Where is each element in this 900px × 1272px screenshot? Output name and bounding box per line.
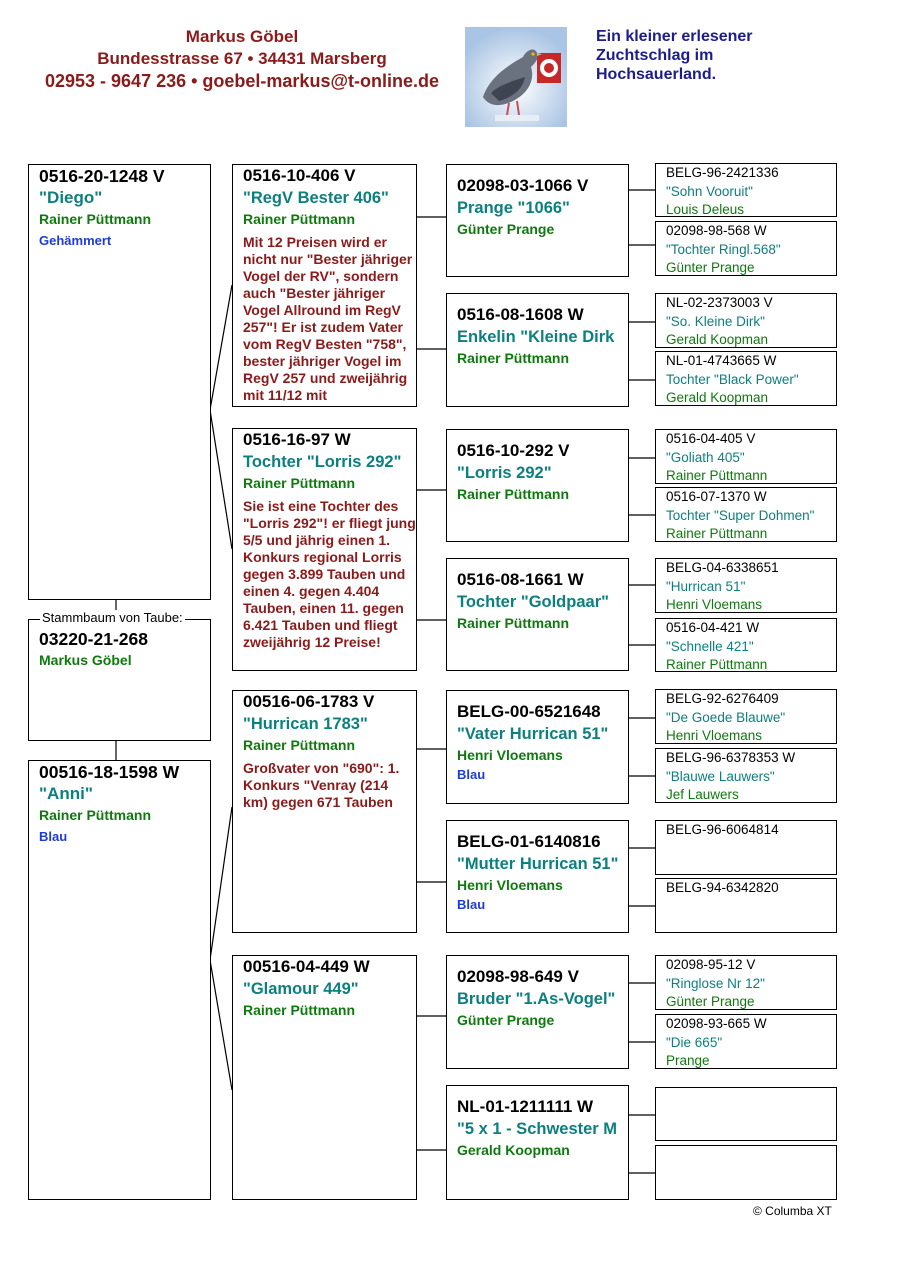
subject-card xyxy=(28,619,211,741)
ring-number: 02098-03-1066 V xyxy=(457,176,589,195)
ancestor-card xyxy=(655,820,837,875)
ancestor-card xyxy=(655,1014,837,1069)
ring-number: BELG-96-2421336 xyxy=(666,165,779,180)
copyright: © Columba XT xyxy=(753,1204,832,1218)
breeder: Jef Lauwers xyxy=(666,787,739,802)
breeder: Gerald Koopman xyxy=(666,390,769,405)
breeder: Rainer Püttmann xyxy=(243,737,356,753)
ring-number: BELG-96-6378353 W xyxy=(666,750,796,765)
ring-number: 0516-04-421 W xyxy=(666,620,760,635)
breeder: Rainer Püttmann xyxy=(666,657,768,672)
ancestor-card xyxy=(655,955,837,1010)
breeder: Rainer Püttmann xyxy=(243,1002,356,1018)
breeder: Rainer Püttmann xyxy=(39,807,152,823)
breeder: Prange xyxy=(666,1053,710,1068)
breeder: Henri Vloemans xyxy=(666,597,763,612)
ancestor-card xyxy=(655,1087,837,1141)
pigeon-name: Prange "1066" xyxy=(457,199,570,217)
ring-number: 0516-07-1370 W xyxy=(666,489,767,504)
grandparent-card xyxy=(232,428,417,671)
breeder: Gerald Koopman xyxy=(457,1142,570,1158)
breeder: Günter Prange xyxy=(666,994,755,1009)
ancestor-card xyxy=(655,618,837,672)
pigeon-name: "Mutter Hurrican 51" xyxy=(457,855,619,873)
subject-label: Stammbaum von Taube: xyxy=(42,610,183,625)
ring-number: NL-01-4743665 W xyxy=(666,353,777,368)
ancestor-card xyxy=(655,293,837,348)
pigeon-name: "De Goede Blauwe" xyxy=(666,710,786,725)
ancestor-card xyxy=(655,1145,837,1200)
plumage-color: Gehämmert xyxy=(39,233,112,248)
pigeon-name: "Die 665" xyxy=(666,1035,723,1050)
breeder: Günter Prange xyxy=(457,221,555,237)
grandparent-card xyxy=(232,164,417,407)
ring-number: BELG-00-6521648 xyxy=(457,702,601,721)
pigeon-name: "Schnelle 421" xyxy=(666,639,754,654)
breeder: Rainer Püttmann xyxy=(666,526,768,541)
great-grandparent-card xyxy=(446,955,629,1069)
breeder-name: Markus Göbel xyxy=(185,27,299,46)
plumage-color: Blau xyxy=(39,829,68,844)
ring-number: BELG-94-6342820 xyxy=(666,880,779,895)
grandparent-card xyxy=(232,955,417,1200)
ring-number: 00516-18-1598 W xyxy=(39,762,180,782)
pigeon-name: Enkelin "Kleine Dirk xyxy=(457,328,615,346)
great-grandparent-card xyxy=(446,164,629,277)
great-grandparent-card xyxy=(446,558,629,671)
breeder: Henri Vloemans xyxy=(457,877,563,893)
pigeon-name: "RegV Bester 406" xyxy=(243,189,389,207)
ring-number: 02098-98-568 W xyxy=(666,223,767,238)
pigeon-name: "Anni" xyxy=(39,784,93,803)
ring-number: 0516-10-406 V xyxy=(243,166,356,185)
breeder: Rainer Püttmann xyxy=(457,615,570,631)
pigeon-name: Tochter "Goldpaar" xyxy=(457,593,609,611)
pigeon-name: "Tochter Ringl.568" xyxy=(666,242,781,257)
pigeon-logo-icon xyxy=(465,27,567,127)
ring-number: BELG-04-6338651 xyxy=(666,560,779,575)
ancestor-card xyxy=(655,351,837,406)
plumage-color: Blau xyxy=(457,897,486,912)
ring-number: BELG-92-6276409 xyxy=(666,691,779,706)
father-card xyxy=(28,164,211,600)
mother-card xyxy=(28,760,211,1200)
ancestor-card xyxy=(655,558,837,613)
ring-number: 00516-04-449 W xyxy=(243,957,370,976)
great-grandparent-card xyxy=(446,429,629,542)
ancestor-card xyxy=(655,429,837,484)
ancestor-card xyxy=(655,221,837,276)
slogan-line: Zuchtschlag im xyxy=(596,47,714,64)
breeder-contact: 02953 - 9647 236 • goebel-markus@t-online.de xyxy=(44,71,439,91)
breeder: Gerald Koopman xyxy=(666,332,769,347)
breeder: Henri Vloemans xyxy=(457,747,563,763)
pigeon-name: "Sohn Vooruit" xyxy=(666,184,753,199)
pigeon-name: "Goliath 405" xyxy=(666,450,745,465)
great-grandparent-card xyxy=(446,820,629,933)
ancestor-card xyxy=(655,689,837,744)
ancestor-card xyxy=(655,748,837,803)
performance-note: Mit 12 Preisen wird er nicht nur "Bester jähriger Vogel der RV", sondern auch "Bester jähriger Vogel Allround im RegV 257"! Er ist zudem Vater vom RegV Besten "758", bester jähriger Vogel im RegV 257 und zweijährig mit 11/12 mit xyxy=(243,234,413,403)
pigeon-name: "Diego" xyxy=(39,188,103,207)
ring-number: 02098-93-665 W xyxy=(666,1016,767,1031)
ring-number: BELG-01-6140816 xyxy=(457,832,601,851)
pigeon-name: "Lorris 292" xyxy=(457,464,552,482)
ring-number: NL-02-2373003 V xyxy=(666,295,773,310)
slogan-line: Ein kleiner erlesener xyxy=(596,28,753,45)
ring-number: 03220-21-268 xyxy=(39,629,148,649)
ring-number: 0516-08-1608 W xyxy=(457,305,584,324)
ring-number: 02098-98-649 V xyxy=(457,967,579,986)
pigeon-name: "Vater Hurrican 51" xyxy=(457,725,609,743)
pigeon-name: "Ringlose Nr 12" xyxy=(666,976,765,991)
pigeon-name: "Blauwe Lauwers" xyxy=(666,769,775,784)
slogan-line: Hochsauerland. xyxy=(596,66,717,83)
slogan xyxy=(596,27,753,84)
ancestor-card xyxy=(655,878,837,933)
pigeon-name: "Hurrican 51" xyxy=(666,579,746,594)
breeder: Rainer Püttmann xyxy=(457,350,570,366)
breeder: Günter Prange xyxy=(457,1012,555,1028)
ring-number: NL-01-1211111 W xyxy=(457,1097,594,1116)
pigeon-name: Tochter "Lorris 292" xyxy=(243,453,402,471)
pigeon-name: "Hurrican 1783" xyxy=(243,715,368,733)
pigeon-name: Tochter "Black Power" xyxy=(666,372,799,387)
breeder: Rainer Püttmann xyxy=(39,211,152,227)
great-grandparent-card xyxy=(446,1085,629,1200)
breeder: Günter Prange xyxy=(666,260,755,275)
breeder: Rainer Püttmann xyxy=(666,468,768,483)
ring-number: 0516-08-1661 W xyxy=(457,570,584,589)
performance-note: Großvater von "690": 1. Konkurs "Venray (214 km) gegen 671 Tauben xyxy=(243,760,400,810)
breeder-address-block xyxy=(20,26,464,92)
pigeon-name: "5 x 1 - Schwester M xyxy=(457,1120,618,1138)
ring-number: 02098-95-12 V xyxy=(666,957,756,972)
breeder: Rainer Püttmann xyxy=(457,486,570,502)
breeder: Henri Vloemans xyxy=(666,728,763,743)
breeder: Markus Göbel xyxy=(39,652,132,668)
ancestor-card xyxy=(655,163,837,217)
ring-number: 0516-16-97 W xyxy=(243,430,351,449)
pigeon-name: Tochter "Super Dohmen" xyxy=(666,508,815,523)
ring-number: 0516-10-292 V xyxy=(457,441,570,460)
breeder: Rainer Püttmann xyxy=(243,211,356,227)
ring-number: 0516-04-405 V xyxy=(666,431,756,446)
breeder-street: Bundesstrasse 67 • 34431 Marsberg xyxy=(97,49,387,68)
performance-note: Sie ist eine Tochter des "Lorris 292"! er fliegt jung 5/5 und jährig einen 1. Konkurs regional Lorris gegen 3.899 Tauben und einen 4. gegen 4.404 Tauben, einen 11. gegen 6.421 Tauben und fliegt zweijährig 12 Preise! xyxy=(243,498,416,650)
breeder: Rainer Püttmann xyxy=(243,475,356,491)
pigeon-name: "So. Kleine Dirk" xyxy=(666,314,765,329)
great-grandparent-card xyxy=(446,690,629,804)
great-grandparent-card xyxy=(446,293,629,407)
ring-number: 00516-06-1783 V xyxy=(243,692,375,711)
pigeon-name: Bruder "1.As-Vogel" xyxy=(457,990,616,1008)
pigeon-name: "Glamour 449" xyxy=(243,980,359,998)
grandparent-card xyxy=(232,690,417,933)
breeder: Louis Deleus xyxy=(666,202,745,217)
plumage-color: Blau xyxy=(457,767,486,782)
ancestor-card xyxy=(655,487,837,542)
ring-number: 0516-20-1248 V xyxy=(39,166,165,186)
ring-number: BELG-96-6064814 xyxy=(666,822,779,837)
